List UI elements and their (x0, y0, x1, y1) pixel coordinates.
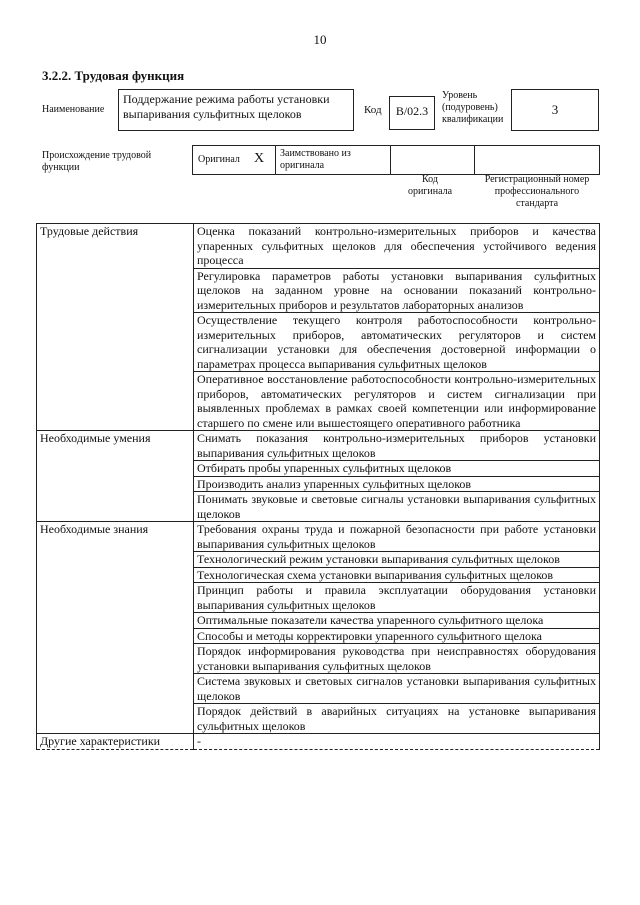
category-cell: Необходимые знания (37, 522, 194, 734)
reg-number-label: Регистрационный номер профессионального стандарта (484, 174, 590, 209)
item-cell: Порядок информирования руководства при неисправностях оборудования установки выпаривания сульфитных щелоков (194, 644, 600, 674)
table-row (37, 522, 600, 552)
item-cell: Производить анализ упаренных сульфитных щелоков (194, 476, 600, 492)
table-row (37, 734, 600, 750)
item-cell: Требования охраны труда и пожарной безопасности при работе установки выпаривания сульфитных щелоков (194, 522, 600, 552)
section-title: 3.2.2. Трудовая функция (42, 68, 185, 83)
item-cell: Оперативное восстановление работоспособности контрольно-измерительных приборов, автоматических регуляторов и систем сигнализации при выявленных проблемах в рамках своей компетенции или информирование старшего по смене или вышестоящего оперативного работника (194, 372, 600, 431)
origin-table (192, 145, 600, 175)
name-label: Наименование (42, 104, 105, 115)
item-cell: Отбирать пробы упаренных сульфитных щелоков (194, 461, 600, 477)
item-cell: - (194, 734, 600, 750)
category-cell: Необходимые умения (37, 431, 194, 522)
item-cell: Регулировка параметров работы установки выпаривания сульфитных щелоков на заданном уровне на основании показаний контрольно-измерительных приборов и результатов лабораторных анализов (194, 268, 600, 313)
item-cell: Принцип работы и правила эксплуатации оборудования установки выпаривания сульфитных щелоков (194, 583, 600, 613)
table-row (37, 224, 600, 269)
category-cell: Трудовые действия (37, 224, 194, 431)
function-details-table (36, 223, 600, 750)
original-label: Оригинал (198, 154, 240, 165)
level-label: Уровень (подуровень) квалификации (442, 90, 504, 125)
code-label: Код (364, 104, 382, 116)
borrowed-label: Заимствовано из оригинала (280, 148, 351, 171)
item-cell: Технологическая схема установки выпаривания сульфитных щелоков (194, 567, 600, 583)
item-cell: Способы и методы корректировки упаренного сульфитного щелока (194, 628, 600, 644)
item-cell: Осуществление текущего контроля работоспособности контрольно-измерительных приборов, автоматических регуляторов и систем сигнализации установки для обеспечения достоверной информации о параметрах процесса выпаривания сульфитных щелоков (194, 313, 600, 372)
category-cell: Другие характеристики (37, 734, 194, 750)
item-cell: Система звуковых и световых сигналов установки выпаривания сульфитных щелоков (194, 674, 600, 704)
item-cell: Технологический режим установки выпаривания сульфитных щелоков (194, 552, 600, 568)
item-cell: Снимать показания контрольно-измерительных приборов установки выпаривания сульфитных щелоков (194, 431, 600, 461)
code-original-label: Код оригинала (407, 174, 453, 197)
item-cell: Оптимальные показатели качества упаренного сульфитного щелока (194, 613, 600, 629)
item-cell: Понимать звуковые и световые сигналы установки выпаривания сульфитных щелоков (194, 492, 600, 522)
item-cell: Оценка показаний контрольно-измерительных приборов и качества упаренных сульфитных щелоков для обеспечения устойчивого ведения процесса (194, 224, 600, 269)
function-name-box: Поддержание режима работы установки выпаривания сульфитных щелоков (118, 89, 354, 131)
original-mark: X (254, 151, 265, 166)
origin-label: Происхождение трудовой функции (42, 150, 152, 173)
page-number: 10 (313, 32, 327, 47)
table-row (37, 431, 600, 461)
code-value-box: B/02.3 (389, 96, 435, 130)
level-value-box: 3 (511, 89, 599, 131)
item-cell: Порядок действий в аварийных ситуациях на установке выпаривания сульфитных щелоков (194, 704, 600, 734)
